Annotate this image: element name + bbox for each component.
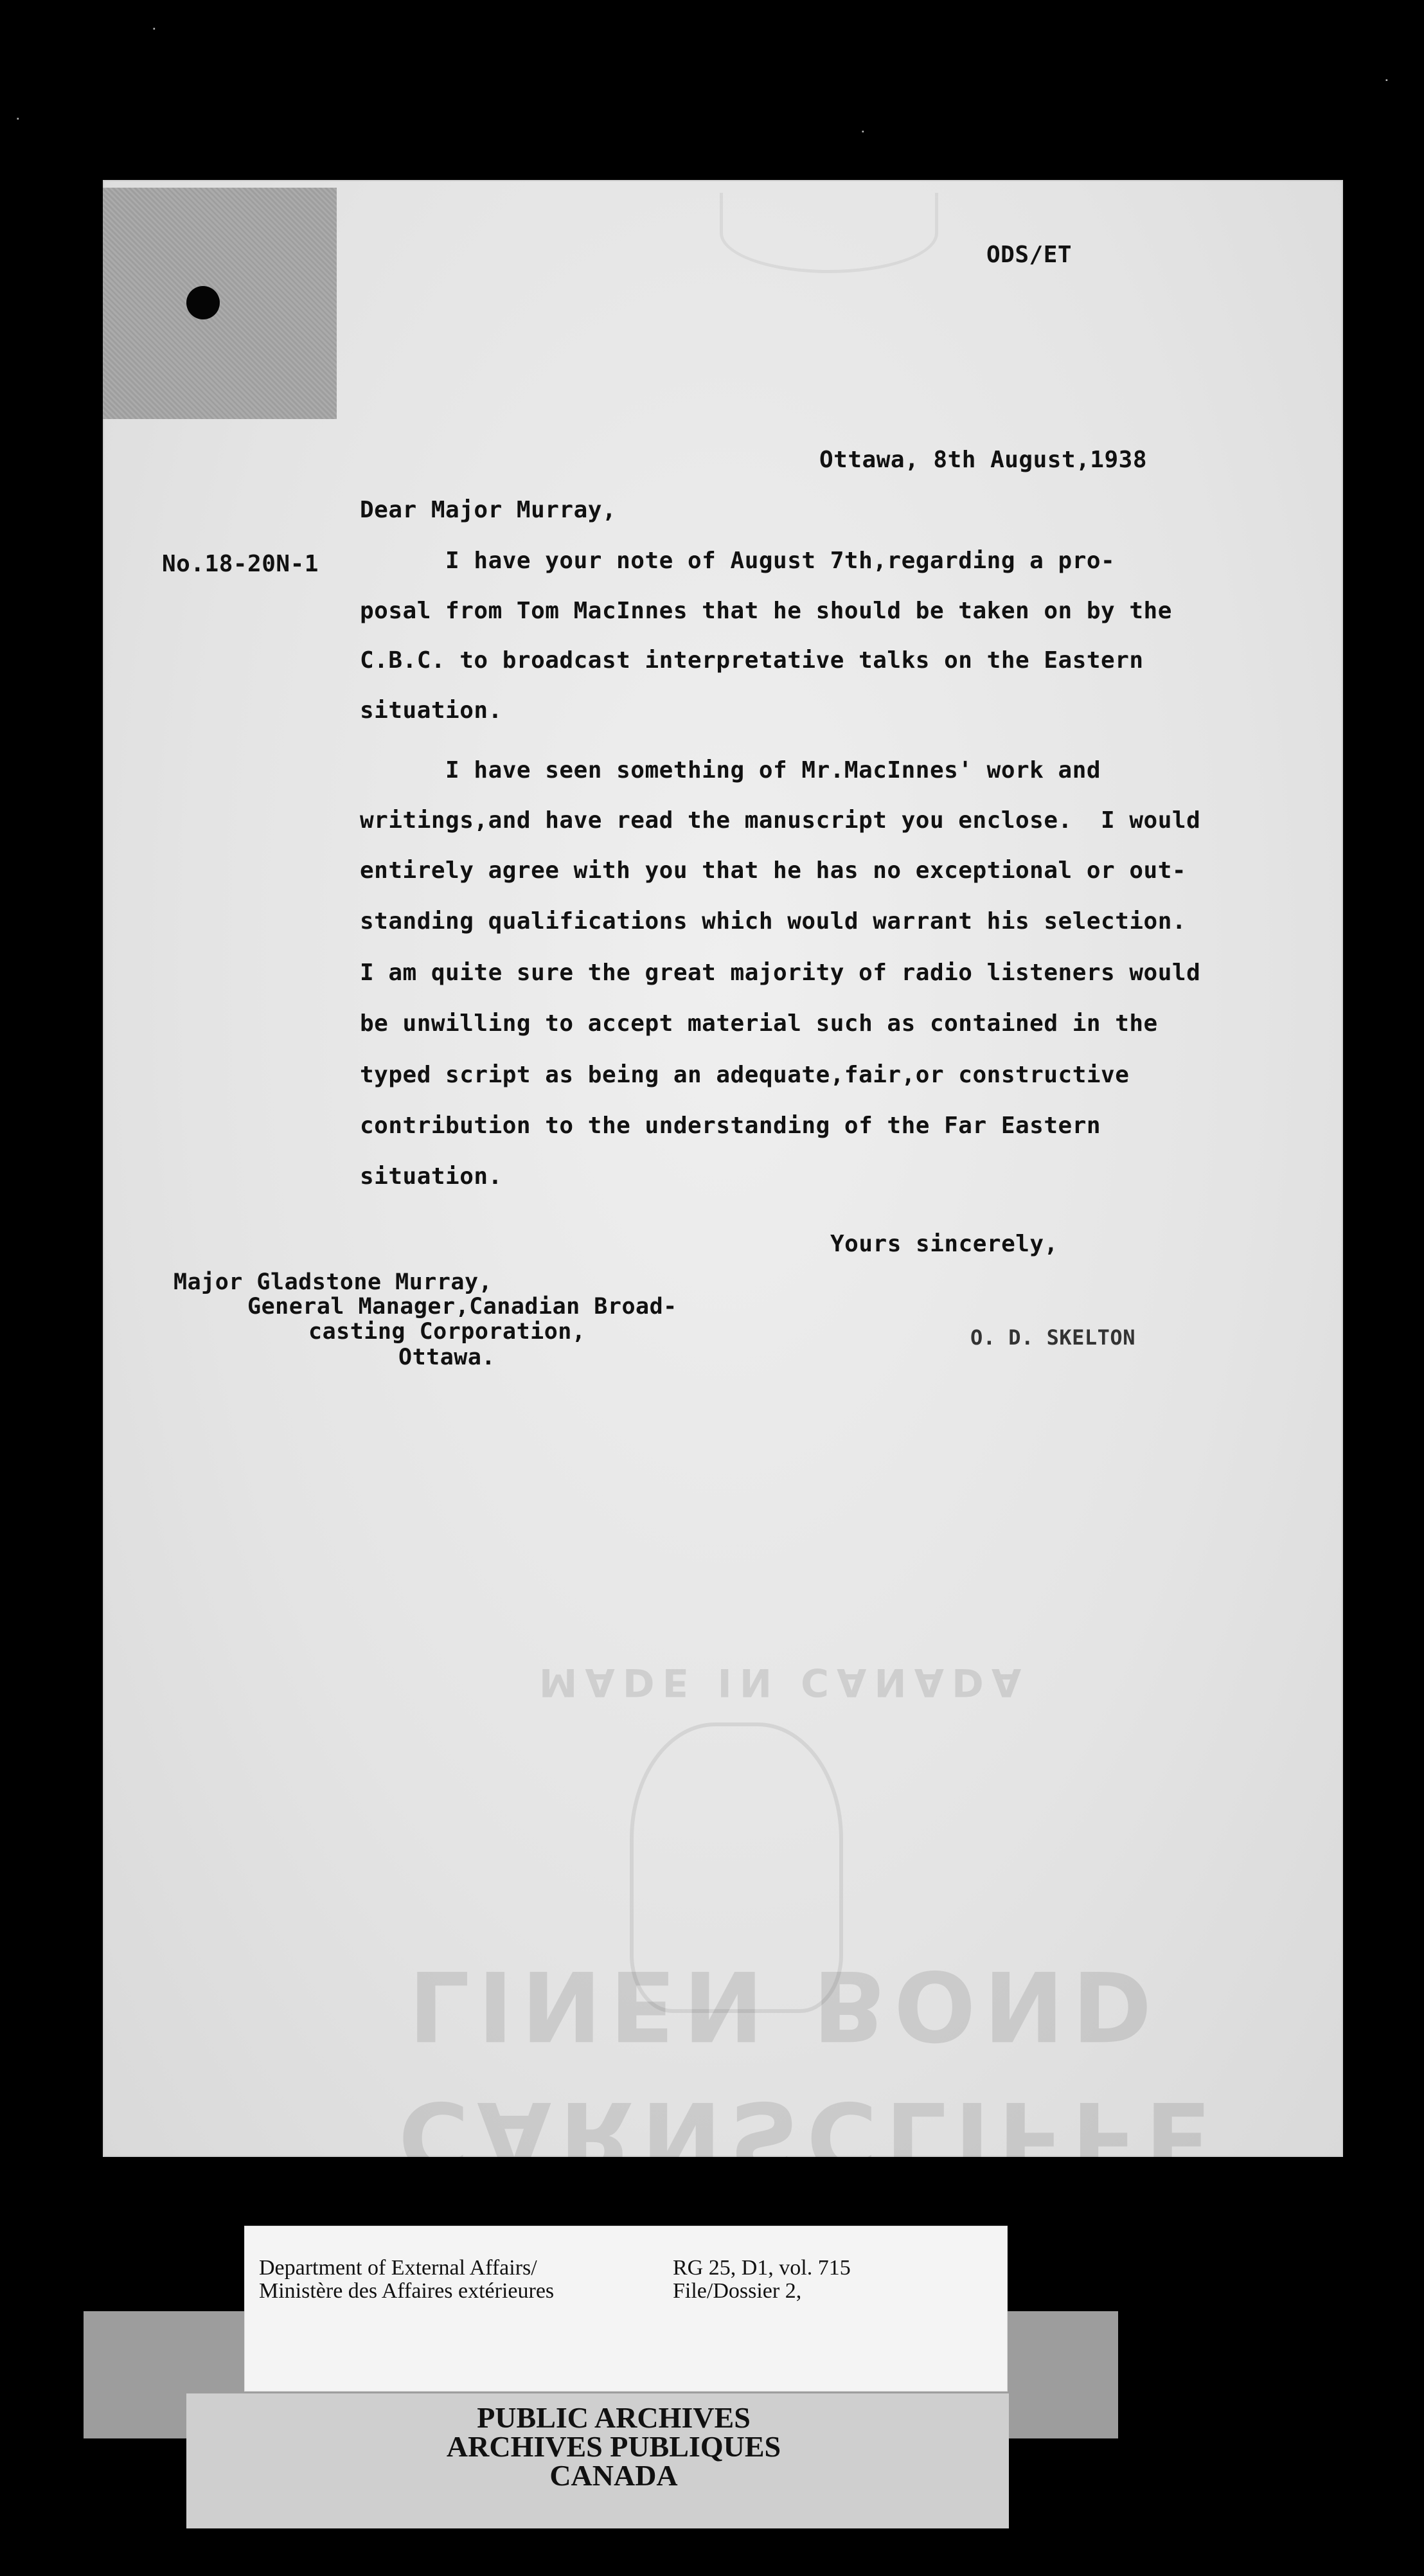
body-line: I am quite sure the great majority of radio listeners would <box>360 960 1201 986</box>
signature-stamp: O. D. SKELTON <box>970 1325 1135 1350</box>
archive-label-card <box>244 2226 1008 2392</box>
body-line: posal from Tom MacInnes that he should be taken on by the <box>360 598 1172 624</box>
closing: Yours sincerely, <box>830 1231 1058 1257</box>
body-line: I have your note of August 7th,regarding a pro- <box>360 548 1116 574</box>
address-line: Ottawa. <box>398 1345 496 1370</box>
body-line: entirely agree with you that he has no exceptional or out- <box>360 857 1187 884</box>
body-line: C.B.C. to broadcast interpretative talks on the Eastern <box>360 647 1144 674</box>
watermark-line: CARNSCLIFFE <box>398 2080 1219 2192</box>
watermark-line: MADE IN CANADA <box>538 1659 1029 1704</box>
reference-initials: ODS/ET <box>986 242 1072 268</box>
corner-patch <box>103 188 337 419</box>
body-line: contribution to the understanding of the Far Eastern <box>360 1113 1101 1139</box>
archive-stamp-line: PUBLIC ARCHIVES <box>477 2401 751 2434</box>
body-line: situation. <box>360 697 503 724</box>
label-file: File/Dossier 2, <box>673 2279 802 2303</box>
body-line: standing qualifications which would warrant his selection. <box>360 908 1187 935</box>
label-record-group: RG 25, D1, vol. 715 <box>673 2256 851 2280</box>
watermark-crest <box>630 1722 843 2013</box>
address-line: Major Gladstone Murray, <box>174 1269 493 1295</box>
watermark-crest-top <box>720 193 938 273</box>
body-line: situation. <box>360 1163 503 1190</box>
watermark-line: LINEN BOND <box>408 1949 1160 2061</box>
archive-stamp-line: ARCHIVES PUBLIQUES <box>446 2430 781 2463</box>
body-line: I have seen something of Mr.MacInnes' work and <box>360 757 1101 783</box>
file-number: No.18-20N-1 <box>162 551 319 577</box>
body-line: be unwilling to accept material such as contained in the <box>360 1010 1158 1037</box>
punch-hole <box>186 286 220 319</box>
address-line: General Manager,Canadian Broad- <box>247 1294 677 1319</box>
salutation: Dear Major Murray, <box>360 497 617 523</box>
date-line: Ottawa, 8th August,1938 <box>819 447 1147 473</box>
body-line: typed script as being an adequate,fair,or constructive <box>360 1062 1130 1088</box>
body-line: writings,and have read the manuscript you enclose. I would <box>360 807 1201 834</box>
address-line: casting Corporation, <box>308 1319 586 1345</box>
label-dept-fr: Ministère des Affaires extérieures <box>259 2279 555 2303</box>
archive-stamp-line: CANADA <box>549 2459 678 2492</box>
label-dept-en: Department of External Affairs/ <box>259 2256 537 2280</box>
